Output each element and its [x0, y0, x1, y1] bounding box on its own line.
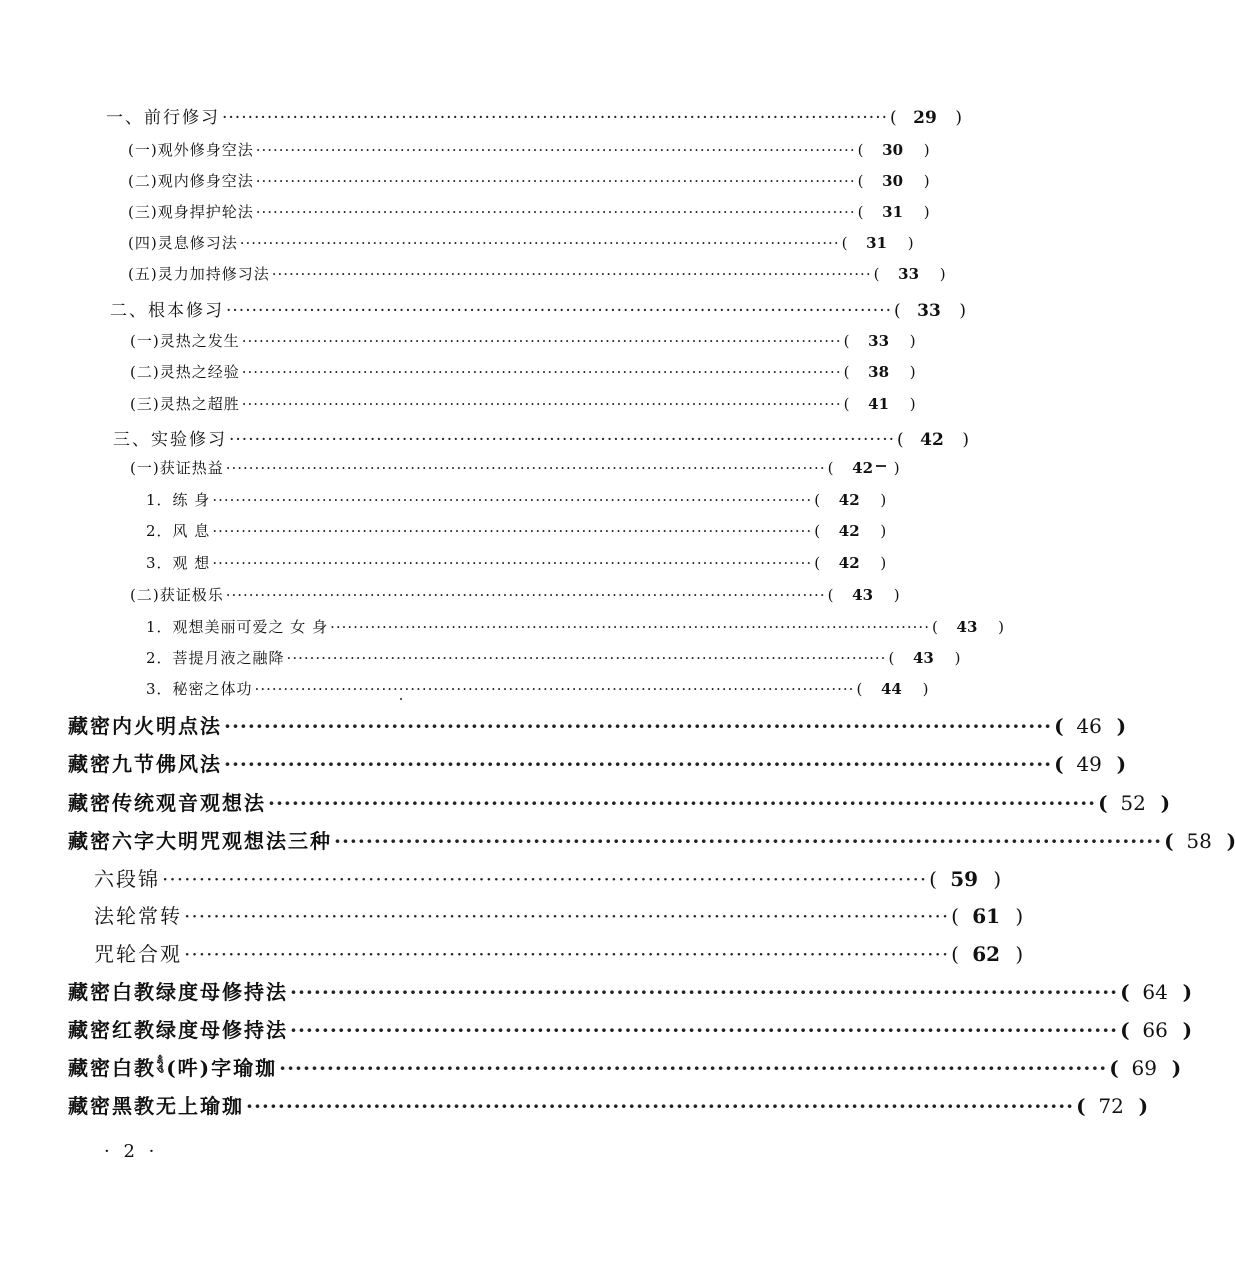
page-open-paren: (: [843, 332, 850, 350]
toc-entry-title: (一)获证热益: [130, 459, 224, 477]
page-open-paren: (: [894, 301, 901, 321]
page-open-paren: (: [929, 867, 937, 891]
toc-entry-title: 藏密九节佛风法: [68, 752, 222, 776]
toc-entry-title: 3．秘密之体功: [146, 680, 253, 698]
dot-leader: ········································································································: [255, 172, 856, 190]
toc-page-number: 30: [882, 172, 904, 190]
page-open-paren: (: [890, 108, 897, 128]
toc-entry-title: 藏密内火明点法: [68, 714, 222, 738]
toc-page-number: 46: [1076, 714, 1102, 738]
page-close-paren: ): [923, 141, 930, 159]
page-open-paren: (: [843, 395, 850, 413]
page-open-paren: (: [857, 172, 864, 190]
dot-leader: ········································································································: [286, 649, 887, 667]
page-open-paren: (: [951, 904, 959, 928]
toc-entry: [130, 393, 916, 414]
dot-leader: ········································································································: [212, 491, 813, 509]
page-close-paren: ): [1116, 752, 1127, 776]
dot-leader: ········································································································: [162, 867, 928, 891]
toc-entry-title: (二)观内修身空法: [128, 172, 254, 190]
page-open-paren: (: [827, 586, 834, 604]
toc-entry: [146, 647, 961, 668]
page-close-paren: ): [993, 867, 1002, 891]
page-close-paren: ): [1160, 791, 1171, 815]
toc-entry-title: 1．练 身: [146, 491, 211, 509]
dot-leader: ········································································································: [241, 332, 842, 350]
page-open-paren: (: [1098, 791, 1108, 815]
dot-leader: ········································································································: [330, 618, 930, 636]
toc-page-number: 58: [1186, 829, 1212, 853]
page-close-paren: ): [923, 172, 930, 190]
dot-leader: ········································································································: [224, 714, 1053, 738]
page-open-paren: (: [897, 430, 904, 450]
page-close-paren: ): [959, 301, 966, 321]
tibetan-hum-glyph: ཧཱུྃ: [157, 1057, 166, 1070]
page-open-paren: (: [814, 491, 821, 509]
dot-leader: ········································································································: [224, 752, 1053, 776]
dot-leader: ········································································································: [290, 1018, 1119, 1042]
page-open-paren: (: [857, 203, 864, 221]
dot-leader: ········································································································: [246, 1094, 1075, 1118]
toc-entry-title: 一、前行修习: [106, 108, 220, 128]
toc-page-number: 31: [866, 234, 888, 252]
page-open-paren: (: [873, 265, 880, 283]
toc-entry: [110, 296, 966, 321]
toc-entry: [113, 425, 969, 450]
toc-entry: [106, 103, 962, 128]
toc-entry-title: 藏密白教绿度母修持法: [68, 980, 288, 1004]
toc-entry-title: (三)灵热之超胜: [130, 395, 240, 413]
page-close-paren: ): [893, 459, 900, 477]
toc-entry: [128, 201, 930, 222]
page-close-paren: ): [909, 363, 916, 381]
page-close-paren: ): [1226, 829, 1236, 853]
toc-page-number: 64: [1142, 980, 1168, 1004]
page-close-paren: ): [1015, 904, 1024, 928]
toc-entry: [68, 748, 1127, 777]
page-open-paren: (: [1109, 1056, 1119, 1080]
page-close-paren: ): [954, 649, 961, 667]
page-close-paren: ): [1182, 1018, 1193, 1042]
dot-leader: ········································································································: [225, 459, 826, 477]
toc-entry: [68, 976, 1193, 1005]
toc-entry-title: (五)灵力加持修习法: [128, 265, 270, 283]
toc-entry: [146, 520, 887, 541]
toc-page-number: 42: [838, 522, 860, 540]
page-open-paren: (: [827, 459, 834, 477]
page-open-paren: (: [841, 234, 848, 252]
toc-entry: [68, 787, 1171, 816]
page-close-paren: ): [1171, 1056, 1182, 1080]
dot-leader: ········································································································: [212, 522, 813, 540]
toc-title-part: 藏密白教: [68, 1056, 156, 1080]
toc-entry: [146, 489, 887, 510]
toc-page-number: 69: [1131, 1056, 1157, 1080]
toc-page-number: 43: [913, 649, 934, 667]
toc-page-number: 42: [852, 459, 874, 477]
toc-page-number: 33: [898, 265, 920, 283]
toc-entry-title: (一)观外修身空法: [128, 141, 254, 159]
dot-leader: ········································································································: [241, 363, 842, 381]
dot-leader: ········································································································: [184, 904, 950, 928]
toc-entry-title: 2．风 息: [146, 522, 211, 540]
page-close-paren: ): [962, 430, 969, 450]
toc-page-number: 43: [956, 618, 978, 636]
dot-leader: ········································································································: [229, 430, 895, 450]
page-open-paren: (: [1120, 1018, 1130, 1042]
scan-mark: [400, 698, 402, 700]
toc-page-number: 31: [882, 203, 904, 221]
dot-leader: ········································································································: [271, 265, 872, 283]
toc-entry: [94, 863, 1002, 892]
toc-page-number: 49: [1076, 752, 1102, 776]
dot-leader: ········································································································: [279, 1056, 1108, 1080]
toc-entry: [128, 139, 930, 160]
toc-entry-title: 藏密黑教无上瑜珈: [68, 1094, 244, 1118]
toc-entry-title: (三)观身捍护轮法: [128, 203, 254, 221]
page-close-paren: ): [955, 108, 962, 128]
page-open-paren: (: [931, 618, 938, 636]
page-open-paren: (: [951, 942, 959, 966]
toc-page-number: 42: [838, 491, 860, 509]
toc-entry-title: 3．观 想: [146, 554, 211, 572]
page-open-paren: (: [1076, 1094, 1086, 1118]
toc-entry: [94, 900, 1024, 929]
toc-entry: [128, 263, 946, 284]
dot-leader: ········································································································: [184, 942, 950, 966]
toc-page-number: 44: [881, 680, 902, 698]
toc-page-number: 29: [913, 108, 937, 128]
toc-entry: [146, 616, 1004, 637]
toc-entry-title: 藏密传统观音观想法: [68, 791, 266, 815]
page-close-paren: ): [909, 332, 916, 350]
toc-entry: [68, 825, 1236, 854]
toc-entry-title: 咒轮合观: [94, 942, 182, 966]
toc-entry-title: 1．观想美丽可爱之 女 身: [146, 618, 329, 636]
page-close-paren: ): [923, 203, 930, 221]
page-close-paren: ): [907, 234, 914, 252]
dot-leader: ········································································································: [255, 141, 856, 159]
page-open-paren: (: [1164, 829, 1174, 853]
page-close-paren: ): [1015, 942, 1024, 966]
toc-entry-title: [68, 1052, 277, 1090]
page-open-paren: (: [1054, 714, 1064, 738]
toc-title-part: (吽)字瑜珈: [166, 1056, 278, 1080]
toc-entry-title: 法轮常转: [94, 904, 182, 928]
page-open-paren: (: [856, 680, 863, 698]
dot-leader: ········································································································: [334, 829, 1163, 853]
scan-mark: [876, 465, 886, 467]
toc-entry: [130, 330, 916, 351]
page-open-paren: (: [857, 141, 864, 159]
toc-entry-title: 藏密红教绿度母修持法: [68, 1018, 288, 1042]
toc-page-number: 72: [1098, 1094, 1124, 1118]
toc-page-number: 38: [868, 363, 890, 381]
dot-leader: ········································································································: [212, 554, 813, 572]
page-open-paren: (: [1120, 980, 1130, 1004]
dot-leader: ········································································································: [241, 395, 842, 413]
dot-leader: ········································································································: [268, 791, 1097, 815]
toc-page-number: 42: [920, 430, 944, 450]
toc-page-number: 33: [917, 301, 941, 321]
dot-leader: ········································································································: [254, 680, 855, 698]
page-close-paren: ): [880, 554, 887, 572]
dot-leader: ········································································································: [226, 301, 892, 321]
page-close-paren: ): [998, 618, 1004, 636]
toc-entry: [130, 361, 916, 382]
toc-entry: [68, 1052, 1182, 1090]
toc-entry-title: (二)获证极乐: [130, 586, 224, 604]
toc-entry-title: 二、根本修习: [110, 301, 224, 321]
page-close-paren: ): [893, 586, 900, 604]
toc-entry: [130, 584, 900, 605]
toc-page-number: 30: [882, 141, 904, 159]
page-close-paren: ): [880, 491, 887, 509]
page-close-paren: ): [922, 680, 929, 698]
toc-page-number: 41: [868, 395, 890, 413]
dot-leader: ········································································································: [290, 980, 1119, 1004]
toc-entry: [94, 938, 1024, 967]
page-open-paren: (: [814, 554, 821, 572]
toc-page-number: 52: [1120, 791, 1146, 815]
page-open-paren: (: [814, 522, 821, 540]
toc-entry-title: 2．菩提月液之融降: [146, 649, 285, 667]
toc-page-number: 43: [852, 586, 874, 604]
toc-entry: [146, 552, 887, 573]
page-open-paren: (: [888, 649, 895, 667]
toc-entry: [130, 457, 900, 478]
page-close-paren: ): [1116, 714, 1127, 738]
toc-entry: [128, 170, 930, 191]
page-number-footer: · 2 ·: [104, 1141, 159, 1162]
toc-page-number: 61: [972, 904, 1001, 928]
dot-leader: ········································································································: [225, 586, 826, 604]
page-close-paren: ): [909, 395, 916, 413]
page-close-paren: ): [1182, 980, 1193, 1004]
toc-page-number: 66: [1142, 1018, 1168, 1042]
toc-entry: [68, 1014, 1193, 1043]
toc-entry-title: 藏密六字大明咒观想法三种: [68, 829, 332, 853]
page-open-paren: (: [843, 363, 850, 381]
page-close-paren: ): [1138, 1094, 1149, 1118]
dot-leader: ········································································································: [255, 203, 856, 221]
toc-entry-title: 六段锦: [94, 867, 160, 891]
toc-page-number: 59: [950, 867, 979, 891]
toc-entry-title: (一)灵热之发生: [130, 332, 240, 350]
toc-entry-title: (四)灵息修习法: [128, 234, 238, 252]
toc-entry-title: (二)灵热之经验: [130, 363, 240, 381]
toc-page-number: 42: [838, 554, 860, 572]
toc-page-number: 33: [868, 332, 890, 350]
toc-entry: [68, 1090, 1149, 1119]
toc-entry: [146, 678, 929, 699]
toc-entry: [128, 232, 914, 253]
page-close-paren: ): [939, 265, 946, 283]
dot-leader: ········································································································: [239, 234, 840, 252]
toc-entry: [68, 710, 1127, 739]
toc-page-number: 62: [972, 942, 1001, 966]
dot-leader: ········································································································: [222, 108, 888, 128]
toc-entry-title: 三、实验修习: [113, 430, 227, 450]
page-open-paren: (: [1054, 752, 1064, 776]
page-close-paren: ): [880, 522, 887, 540]
